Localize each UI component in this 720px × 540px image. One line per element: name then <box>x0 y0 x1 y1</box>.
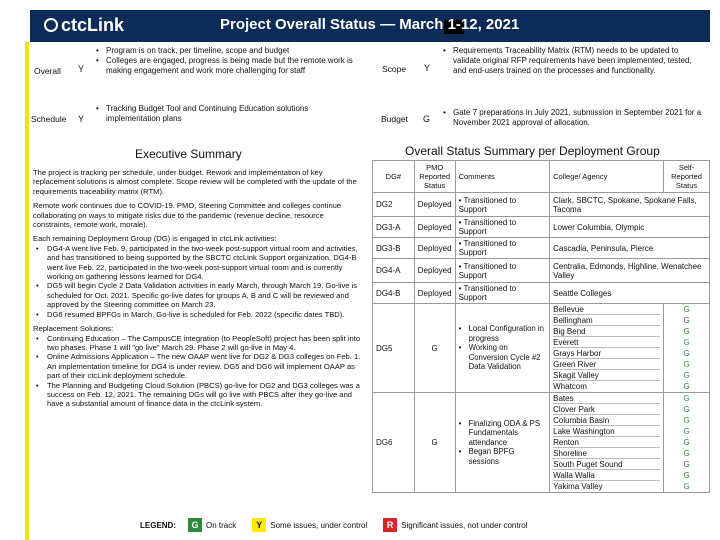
col-header-pmo: PMO Reported Status <box>414 161 455 193</box>
overall-label: Overall <box>34 66 61 76</box>
dg-cell: DG5 <box>373 304 415 393</box>
self-status: G <box>683 427 690 436</box>
table-row <box>373 304 710 393</box>
legend-swatch-yellow: Y <box>252 518 266 532</box>
scope-status-code: Y <box>424 63 431 73</box>
list-item: South Puget Sound <box>553 459 660 470</box>
dg-cell: DG4-B <box>373 283 415 304</box>
col-header-college: College/ Agency <box>550 161 664 193</box>
college-cell: Lower Columbia, Olympic <box>550 217 710 238</box>
logo-text: ctcLink <box>61 15 125 35</box>
table-row <box>373 283 710 304</box>
legend-text: On track <box>206 520 237 530</box>
college-list <box>550 304 664 393</box>
ctclink-logo <box>44 15 124 36</box>
comment-cell: • Transitioned to Support <box>455 238 550 259</box>
self-status-list <box>664 393 710 493</box>
list-item: Whatcom <box>553 382 587 391</box>
pmo-cell: Deployed <box>414 193 455 217</box>
left-rail <box>0 0 12 540</box>
pmo-cell: Deployed <box>414 259 455 283</box>
scope-bullets <box>443 46 703 76</box>
self-status: G <box>683 460 690 469</box>
self-status: G <box>683 449 690 458</box>
schedule-bullet: • Tracking Budget Tool and Continuing Education solutions implementation plans <box>96 104 356 124</box>
logo-gear-icon <box>44 18 58 32</box>
legend-swatch-green: G <box>188 518 202 532</box>
scope-bullet: • Requirements Traceability Matrix (RTM) needs to be updated to validate original RFP requirements have been implemented, tested, and end-users trained on the processes and functionality. <box>443 46 703 76</box>
table-row <box>373 238 710 259</box>
list-item: • Working on Conversion Cycle #2 Data Validation <box>459 343 547 372</box>
self-status: G <box>683 482 690 491</box>
list-item: Everett <box>553 337 660 348</box>
schedule-status-code: Y <box>78 114 85 124</box>
college-cell: Centralia, Edmonds, Highline, Wenatchee Valley <box>550 259 710 283</box>
comment-cell: • Transitioned to Support <box>455 193 550 217</box>
dg-cell: DG4-A <box>373 259 415 283</box>
list-item: • DG5 will begin Cycle 2 Data Validation activities in early March, through March 19. Go-live is scheduled for Oct. 2021. Specific go-live dates for groups A, B and C will be reviewed and approved by the Steering committee on March 23. <box>33 281 363 309</box>
pmo-cell: Deployed <box>414 283 455 304</box>
budget-status-code: G <box>423 114 431 124</box>
list-item: Grays Harbor <box>553 348 660 359</box>
list-item: Shoreline <box>553 448 660 459</box>
list-item: Columbia Basin <box>553 415 660 426</box>
college-cell: Cascadia, Peninsula, Pierce <box>550 238 710 259</box>
exec-paragraph: Remote work continues due to COVID-19. PMO, Steering Committee and colleges continue collaborating on ways to mitigate risks due to the pandemic (revenue decline, resource constraints, remote work, morale). <box>33 201 342 230</box>
college-cell: Seattle Colleges <box>550 283 710 304</box>
replacement-solutions-list <box>33 334 363 409</box>
yellow-strip <box>25 42 29 540</box>
dg-activity-list <box>33 244 363 319</box>
list-item: Walla Walla <box>553 470 660 481</box>
list-item: Clover Park <box>553 404 660 415</box>
list-item: • DG6 resumed BPFGs in March. Go-live is scheduled for Feb. 2022 (specific dates TBD). <box>33 310 363 319</box>
comment-cell <box>455 304 550 393</box>
list-item: • Online Admissions Application – The new OAAP went live for DG2 & DG3 colleges on Feb. 1. An implementation timeline for DG4 is under review. DG5 and DG6 will implement OAAP as part of their ctcLink deployment schedule. <box>33 352 363 380</box>
overall-bullet: • Colleges are engaged, progress is being made but the remote work is making engagement and work more challenging for staff <box>96 56 356 76</box>
dg-cell: DG6 <box>373 393 415 493</box>
self-status: G <box>683 327 690 336</box>
table-row <box>373 193 710 217</box>
legend-item-red <box>383 518 527 532</box>
comment-cell: • Transitioned to Support <box>455 259 550 283</box>
self-status: G <box>683 471 690 480</box>
list-item: Skagit Valley <box>553 370 660 381</box>
self-status: G <box>683 438 690 447</box>
comment-cell: • Transitioned to Support <box>455 217 550 238</box>
overall-bullet: • Program is on track, per timeline, scope and budget <box>96 46 356 56</box>
schedule-bullets <box>96 104 356 124</box>
legend <box>140 518 537 532</box>
self-status: G <box>683 382 690 391</box>
legend-title: LEGEND: <box>140 520 176 530</box>
overall-bullets <box>96 46 356 76</box>
self-status: G <box>683 316 690 325</box>
col-header-dg: DG# <box>373 161 415 193</box>
list-item: • Local Configuration in progress <box>459 324 547 343</box>
comment-text: Transitioned to Support <box>458 239 517 257</box>
dg5-comments <box>459 324 547 372</box>
table-header-row <box>373 161 710 193</box>
dg6-comments <box>459 419 547 467</box>
list-item: Green River <box>553 359 660 370</box>
legend-text: Significant issues, not under control <box>401 520 528 530</box>
executive-summary-title: Executive Summary <box>135 147 242 161</box>
self-status: G <box>683 338 690 347</box>
budget-bullets <box>443 108 709 128</box>
table-row <box>373 217 710 238</box>
pmo-status-code: G <box>431 438 438 447</box>
list-item: Big Bend <box>553 326 660 337</box>
comment-cell <box>455 393 550 493</box>
list-item: Bates <box>553 393 660 404</box>
deployment-summary-title: Overall Status Summary per Deployment Group <box>405 144 660 158</box>
dg-cell: DG2 <box>373 193 415 217</box>
deployment-table <box>372 160 710 493</box>
list-item: Bellevue <box>553 304 660 315</box>
table-row <box>373 259 710 283</box>
comment-text: Transitioned to Support <box>458 261 517 280</box>
budget-label: Budget <box>381 114 408 124</box>
comment-text: Transitioned to Support <box>458 195 517 214</box>
legend-text: Some issues, under control <box>270 520 368 530</box>
comment-text: Transitioned to Support <box>458 218 517 236</box>
comment-text: Transitioned to Support <box>458 284 517 302</box>
list-item: Renton <box>553 437 660 448</box>
exec-paragraph: Each remaining Deployment Group (DG) is engaged in ctcLink activities: <box>33 234 277 244</box>
list-item: Lake Washington <box>553 426 660 437</box>
exec-paragraph: The project is tracking per schedule, under budget. Rework and implementation of key replacement solutions is almost complete. Scope review will be completed with the update of the requirements traceability matrix (RTM). <box>33 168 357 196</box>
col-header-comments: Comments <box>455 161 550 193</box>
scope-label: Scope <box>382 64 407 74</box>
overall-status-code: Y <box>78 64 85 74</box>
page-title: Project Overall Status — March 1-12, 2021 <box>220 16 520 33</box>
list-item: Bellingham <box>553 315 660 326</box>
pmo-cell: Deployed <box>414 217 455 238</box>
self-status: G <box>683 405 690 414</box>
list-item: • Finalizing ODA & PS Fundamentals attendance <box>459 419 547 448</box>
college-cell: Clark, SBCTC, Spokane, Spokane Falls, Tacoma <box>550 193 710 217</box>
self-status-list <box>664 304 710 393</box>
self-status: G <box>683 360 690 369</box>
legend-swatch-red: R <box>383 518 397 532</box>
executive-summary-body <box>33 168 363 409</box>
list-item: Yakima Valley <box>553 482 603 491</box>
college-list <box>550 393 664 493</box>
header-bar <box>30 10 710 42</box>
schedule-label: Schedule <box>31 114 67 124</box>
self-status: G <box>683 394 690 403</box>
self-status: G <box>683 349 690 358</box>
dg-cell: DG3-A <box>373 217 415 238</box>
col-header-self: Self-Reported Status <box>664 161 710 193</box>
dg-cell: DG3-B <box>373 238 415 259</box>
pmo-status-code: G <box>431 343 438 353</box>
self-status: G <box>683 371 690 380</box>
self-status: G <box>683 305 690 314</box>
pmo-cell: Deployed <box>414 238 455 259</box>
legend-item-green <box>188 518 236 532</box>
table-row <box>373 393 710 493</box>
list-item: • The Planning and Budgeting Cloud Solution (PBCS) go-live for DG2 and DG3 colleges was a success on Feb. 12, 2021. The remaining DGs will go live with PBCS after they go-live and have a substantial amount of finance data in the ctcLink system. <box>33 381 363 409</box>
exec-paragraph: Replacement Solutions: <box>33 324 114 334</box>
list-item: • Began BPFG sessions <box>459 447 547 466</box>
list-item: • DG4-A went live Feb. 9, participated in the two-week post-support virtual room and activities, and has transitioned to being supported by the SBCTC ctcLink Support organization. DG4-B went live Feb. 22, participated in the two-week post-support virtual room and is currently working on gathering lessons learned for DG4. <box>33 244 363 282</box>
comment-cell: • Transitioned to Support <box>455 283 550 304</box>
self-status: G <box>683 416 690 425</box>
budget-bullet: • Gate 7 preparations in July 2021, submission in September 2021 for a November 2021 approval of allocation. <box>443 108 709 128</box>
list-item: • Continuing Education – The CampusCE integration (to PeopleSoft) project has been split into two phases. Phase 1 will "go live" March 29. Phase 2 will go-live in May 4. <box>33 334 363 353</box>
pmo-cell <box>414 304 455 393</box>
legend-item-yellow <box>252 518 367 532</box>
pmo-cell <box>414 393 455 493</box>
